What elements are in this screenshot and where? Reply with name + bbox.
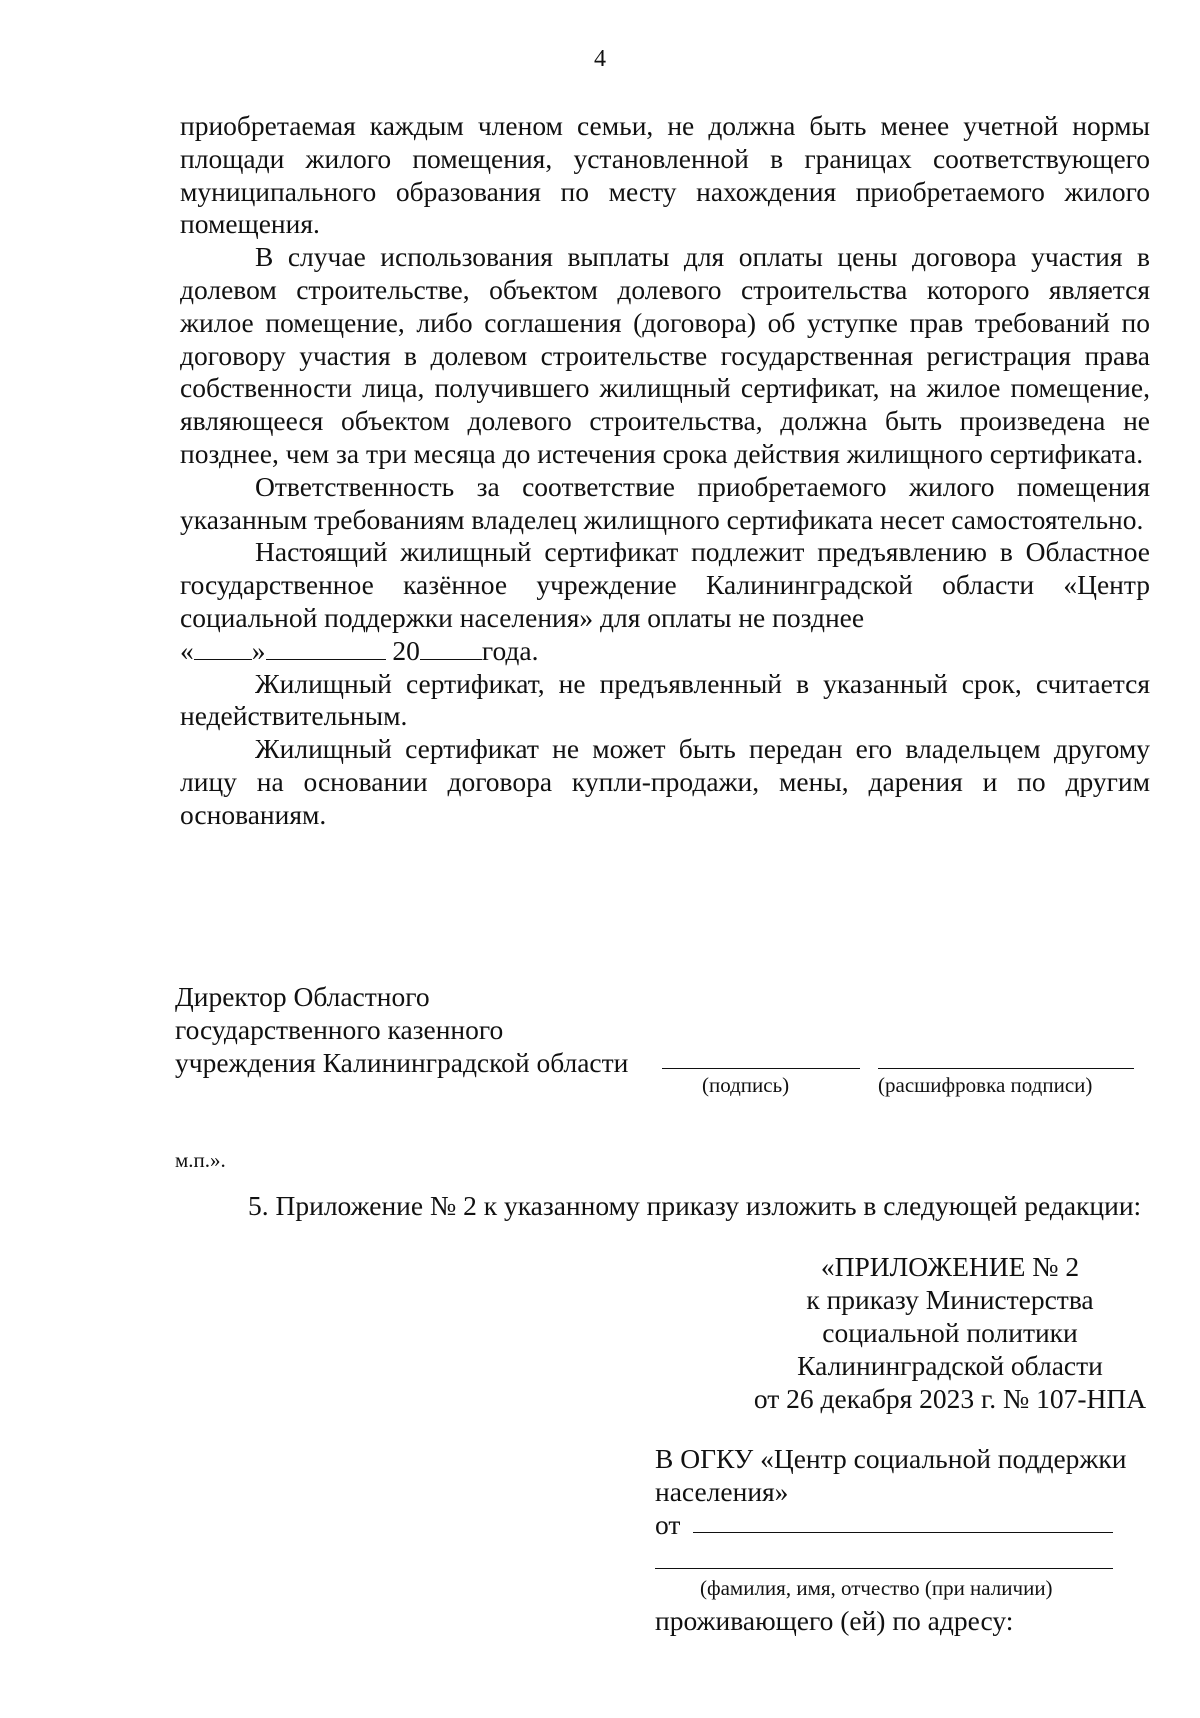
addressee-line-1: В ОГКУ «Центр социальной поддержки (655, 1443, 1127, 1474)
signature-block (175, 980, 628, 1079)
appendix-line-4: Калининградской области (797, 1350, 1103, 1381)
signer-title-line-3: учреждения Калининградской области (175, 1047, 629, 1078)
paragraph-responsibility: Ответственность за соответствие приобретаемого жилого помещения указанным требованиям владелец жилищного сертификата несет самостоятельно. (180, 470, 1150, 535)
appendix-line-5: от 26 декабря 2023 г. № 107-НПА (753, 1383, 1147, 1414)
date-suffix: года. (481, 634, 539, 666)
item-5-text: 5. Приложение № 2 к указанному приказу изложить в следующей редакции: (248, 1190, 1142, 1221)
full-name-caption: (фамилия, имя, отчество (при наличии) (700, 1576, 1053, 1600)
paragraph-presentation: Настоящий жилищный сертификат подлежит предъявлению в Областное государственное казённое учреждение Калининградской области «Центр социальной поддержки населения» для оплаты не позднее (180, 536, 1150, 633)
signature-decoding-caption: (расшифровка подписи) (878, 1073, 1093, 1097)
year-blank (420, 635, 482, 660)
signature-caption: (подпись) (702, 1073, 790, 1097)
date-line (180, 635, 1150, 668)
date-open-quote: « (180, 634, 194, 666)
appendix-header (720, 1250, 1180, 1415)
signer-title-line-2: государственного казенного (175, 1014, 504, 1045)
addressee-block (655, 1442, 1155, 1636)
paragraph-shared-construction: В случае использования выплаты для оплаты цены договора участия в долевом строительстве, объектом долевого строительства которого является жилое помещение, либо соглашения (договора) об уступке прав требований по договору участия в долевом строительстве государственная регистрация права собственности лица, получившего жилищный сертификат, на жилое помещение, являющееся объектом долевого строительства, должна быть произведена не позднее, чем за три месяца до истечения срока действия жилищного сертификата. (180, 241, 1150, 469)
from-label: от (655, 1509, 681, 1540)
appendix-line-3: социальной политики (822, 1317, 1078, 1348)
from-name-line (693, 1532, 1113, 1533)
date-century: 20 (392, 634, 420, 666)
month-blank (266, 635, 386, 660)
date-close-quote: » (251, 634, 266, 666)
signature-line (662, 1068, 860, 1069)
paragraph-transfer: Жилищный сертификат не может быть передан его владельцем другому лицу на основании договора купли-продажи, мены, дарения и по другим основаниям. (180, 733, 1150, 830)
addressee-line-2: населения» (655, 1476, 789, 1507)
stamp-place: м.п.». (175, 1148, 226, 1172)
paragraph-invalid: Жилищный сертификат, не предъявленный в указанный срок, считается недействительным. (180, 667, 1150, 732)
day-blank (194, 635, 252, 660)
page-number: 4 (594, 46, 606, 72)
signer-title-line-1: Директор Областного (175, 981, 430, 1012)
full-name-line (655, 1568, 1113, 1569)
residing-label: проживающего (ей) по адресу: (655, 1605, 1014, 1636)
document-body (180, 110, 1150, 832)
appendix-line-2: к приказу Министерства (806, 1284, 1094, 1315)
appendix-title: «ПРИЛОЖЕНИЕ № 2 (820, 1251, 1080, 1282)
signature-decoding-line (878, 1068, 1134, 1069)
paragraph-continuation: приобретаемая каждым членом семьи, не должна быть менее учетной нормы площади жилого помещения, установленной в границах соответствующего муниципального образования по месту нахождения приобретаемого жилого помещения. (180, 110, 1150, 240)
